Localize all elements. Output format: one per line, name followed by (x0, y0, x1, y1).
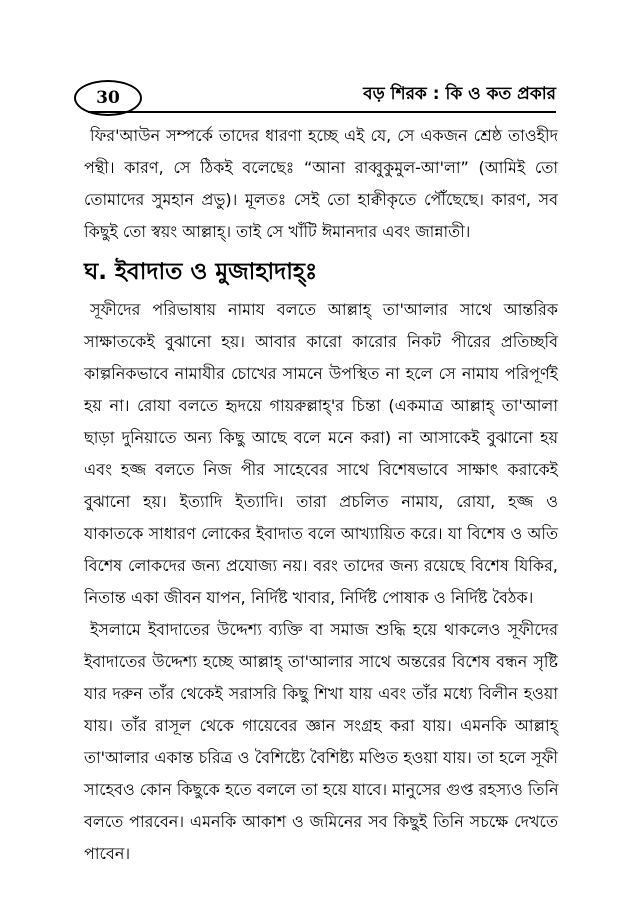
page-number: 30 (96, 87, 120, 108)
paragraph-line: কিছুই তো স্বয়ং আল্লাহ্। তাই সে খাঁটি ঈমানদার এবং জান্নাতী। (84, 222, 471, 241)
running-title: বড় শিরক : কি ও কত প্রকার (363, 84, 556, 104)
paragraph-line: বিশেষ লোকদের জন্য প্রযোজ্য নয়। বরং তাদের জন্য রয়েছে বিশেষ যিকির, (84, 556, 558, 575)
paragraph-line: ইবাদাতের উদ্দেশ্য হচ্ছে আল্লাহ্ তা'আলার সাথে অন্তরের বিশেষ বন্ধন সৃষ্টি (84, 652, 558, 671)
paragraph-line: ফির'আউন সম্পর্কে তাদের ধারণা হচ্ছে এই যে, সে একজন শ্রেষ্ঠ তাওহীদ (90, 126, 558, 145)
paragraph-line: এবং হজ্জ বলতে নিজ পীর সাহেবের সাথে বিশেষভাবে সাক্ষাৎ করাকেই (84, 460, 558, 479)
paragraph-line: বুঝানো হয়। ইত্যাদি ইত্যাদি। তারা প্রচলিত নামায, রোযা, হজ্জ ও (84, 492, 558, 511)
paragraph-line: যায়। তাঁর রাসূল থেকে গায়েবের জ্ঞান সংগ্রহ করা যায়। এমনকি আল্লাহ্ (84, 716, 558, 735)
paragraph-line: কাল্পনিকভাবে নামাযীর চোখের সামনে উপস্থিত না হলে সে নামায পরিপূর্ণই (84, 364, 558, 383)
paragraph-line: তা'আলার একান্ত চরিত্র ও বৈশিষ্ট্যে বৈশিষ্ট্য মণ্ডিত হওয়া যায়। তা হলে সূফী (84, 748, 558, 767)
paragraph-line: নিতান্ত একা জীবন যাপন, নির্দিষ্ট খাবার, নির্দিষ্ট পোষাক ও নির্দিষ্ট বৈঠক। (84, 588, 534, 607)
paragraph-line: ইসলামে ইবাদাতের উদ্দেশ্য ব্যক্তি বা সমাজ শুদ্ধি হয়ে থাকলেও সূফীদের (90, 620, 558, 639)
paragraph-pharaoh-claim (84, 120, 558, 248)
page-body (84, 120, 558, 870)
paragraph-line: পাবেন। (84, 844, 131, 863)
paragraph-line: সাহেবও কোন কিছুকে হতে বললে তা হয়ে যাবে। মানুসের গুপ্ত রহস্যও তিনি (84, 780, 559, 799)
paragraph-line: পন্থী। কারণ, সে ঠিকই বলেছেঃ “আনা রাব্বুকুমুল-আ'লা” (আমিই তো (84, 158, 558, 177)
section-heading: ঘ. ইবাদাত ও মুজাহাদাহ্ঃ (84, 259, 318, 285)
paragraph-line: তোমাদের সুমহান প্রভু)। মূলতঃ সেই তো হাক্বীকৃতে পৌঁছেছে। কারণ, সব (84, 190, 558, 209)
paragraph-line: যাকাতকে সাধারণ লোকের ইবাদাত বলে আখ্যায়িত করে। যা বিশেষ ও অতি (84, 524, 558, 543)
header-divider (88, 111, 556, 113)
paragraph-worship-purpose (84, 614, 558, 870)
paragraph-line: ছাড়া দুনিয়াতে অন্য কিছু আছে বলে মনে করা) না আসাকেই বুঝানো হয় (84, 428, 558, 447)
paragraph-line: সাক্ষাতকেই বুঝানো হয়। আবার কারো কারোর নিকট পীরের প্রতিচ্ছবি (84, 332, 558, 351)
paragraph-line: সূফীদের পরিভাষায় নামায বলতে আল্লাহ্ তা'আলার সাথে আন্তরিক (90, 300, 558, 319)
paragraph-line: বলতে পারবেন। এমনকি আকাশ ও জমিনের সব কিছুই তিনি সচক্ষে দেখতে (84, 812, 558, 831)
paragraph-line: যার দরুন তাঁর থেকেই সরাসরি কিছু শিখা যায় এবং তাঁর মধ্যে বিলীন হওয়া (84, 684, 558, 703)
paragraph-sufi-worship (84, 294, 558, 614)
paragraph-line: হয় না। রোযা বলতে হৃদয়ে গায়রুল্লাহ্'র চিন্তা (একমাত্র আল্লাহ্ তা'আলা (84, 396, 558, 415)
